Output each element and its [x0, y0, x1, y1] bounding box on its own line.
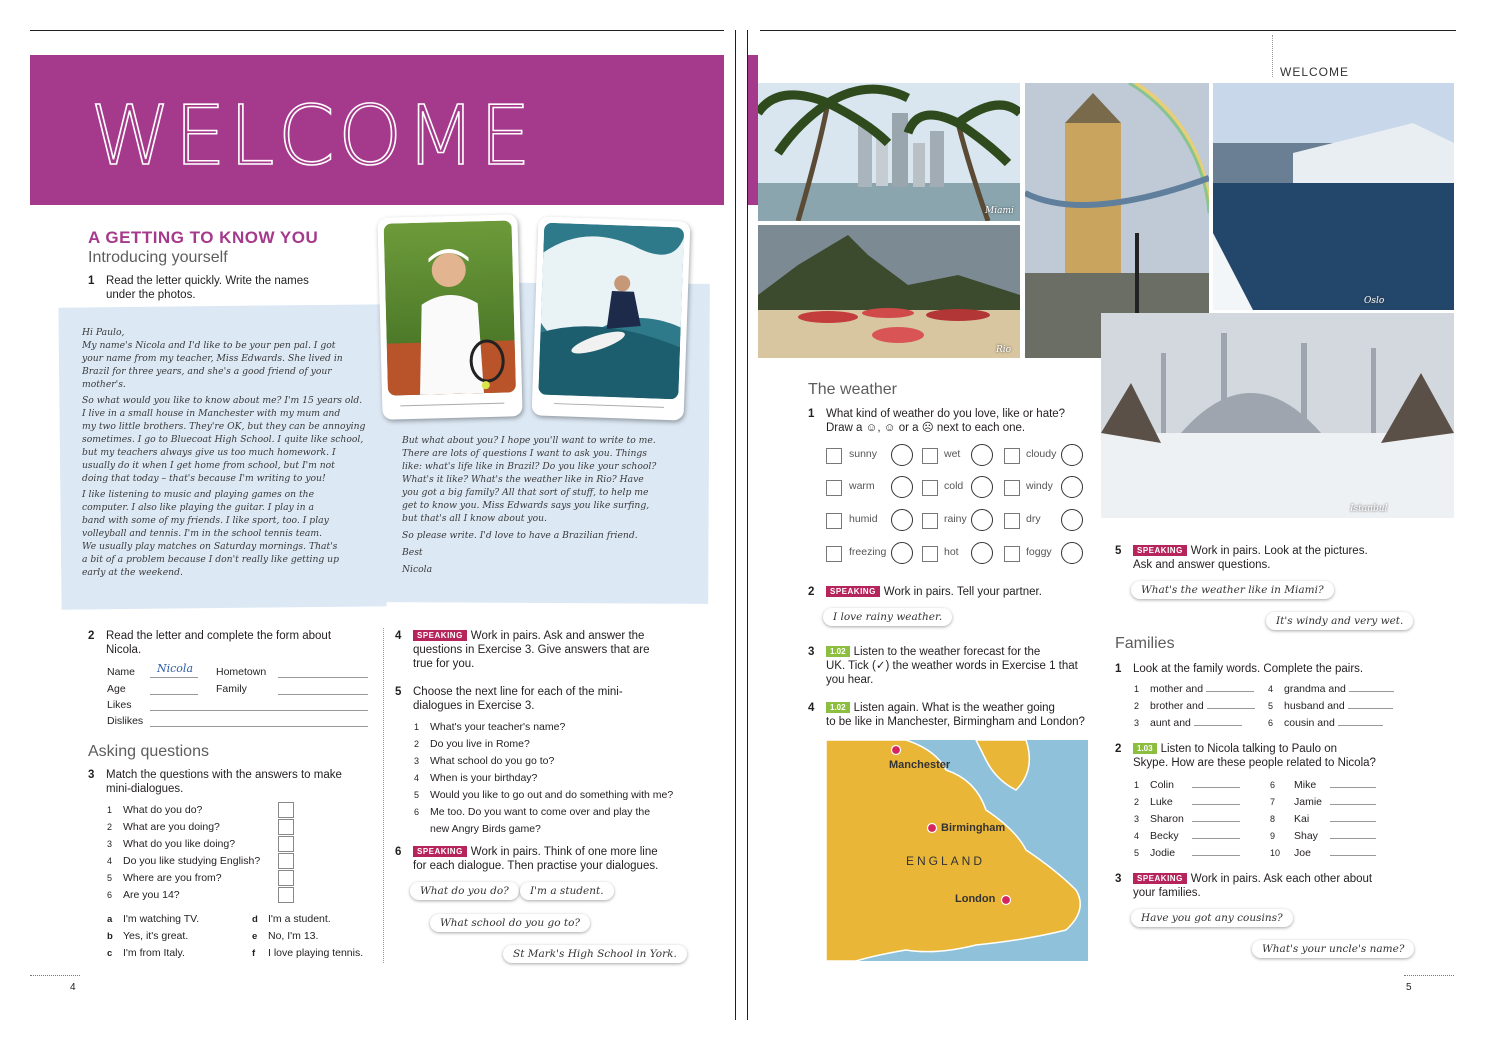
list-item: 2 Do you live in Rome? [414, 738, 530, 750]
list-item-cont: new Angry Birds game? [430, 823, 541, 835]
list-item: b Yes, it's great. [107, 930, 189, 942]
families-exercise-3: 3 SPEAKING Work in pairs. Ask each other about your families. [1115, 873, 1373, 899]
list-item: a I'm watching TV. [107, 913, 200, 925]
list-item: 2 Luke [1134, 794, 1264, 811]
caption-miami: Miami [985, 206, 1014, 216]
rio-photo [758, 225, 1020, 358]
speaking-tag: SPEAKING [826, 586, 880, 597]
ex3-questions [107, 802, 277, 904]
answer-box-2[interactable] [278, 819, 294, 835]
checkbox-wet[interactable] [922, 448, 938, 464]
surfer-photo [538, 223, 684, 400]
list-item: 1 Colin [1134, 777, 1264, 794]
answer-box-4[interactable] [278, 853, 294, 869]
face-circle-humid[interactable] [891, 509, 913, 531]
weather-word: dry [1026, 513, 1041, 525]
face-circle-windy[interactable] [1061, 476, 1083, 498]
spine-left [735, 30, 736, 1020]
list-item: 1 mother and [1134, 681, 1264, 698]
speech-bubble: Have you got any cousins? [1131, 909, 1293, 927]
ex5-items [414, 719, 694, 838]
speaking-tag: SPEAKING [1133, 545, 1187, 556]
exercise-4: 4 SPEAKING Work in pairs. Ask and answer the questions in Exercise 3. Give answers that are true for you. [395, 630, 650, 670]
face-circle-foggy[interactable] [1061, 542, 1083, 564]
list-item: 6 Me too. Do you want to come over and play the [414, 806, 651, 818]
list-item: d I'm a student. [252, 913, 331, 925]
speech-bubble: What do you do? [410, 882, 519, 900]
map-label-london: London [955, 893, 996, 905]
map-label-manchester: Manchester [889, 759, 951, 771]
checkbox-hot[interactable] [922, 546, 938, 562]
family-pairs-right [1268, 681, 1408, 732]
letter-text-right: But what about you? I hope you'll want to write to me. There are lots of questions I want to ask you. Things like: what's life like in Brazil? Do you like your school? What's it like? What's the weather like in Rio? Have you got a big family? All that sort of stuff, to help me get to know you. Miss Edwards says you like surfing, but that's all I know about you. So please write. I'd love to have a Brazilian friend. Best Nicola [402, 435, 657, 575]
relations-left [1134, 777, 1264, 862]
families-exercise-1: 1 Look at the family words. Complete the pairs. [1115, 663, 1364, 675]
list-item: 1 What's your teacher's name? [414, 721, 566, 733]
weather-word: cloudy [1026, 448, 1057, 460]
checkbox-cloudy[interactable] [1004, 448, 1020, 464]
form-dislikes-label: Dislikes [107, 715, 144, 727]
form-hometown-label: Hometown [216, 666, 267, 678]
list-item: 5 Where are you from? [107, 872, 222, 884]
list-item: 8 Kai [1270, 811, 1400, 828]
list-item: 2 What are you doing? [107, 821, 220, 833]
caption-istanbul: Istanbul [1350, 504, 1388, 514]
form-name-label: Name [107, 666, 136, 678]
relations-right [1270, 777, 1400, 862]
list-item: 3 Sharon [1134, 811, 1264, 828]
speech-bubble: What's your uncle's name? [1252, 940, 1414, 958]
face-circle-cold[interactable] [971, 476, 993, 498]
list-item: c I'm from Italy. [107, 947, 185, 959]
oslo-photo [1213, 83, 1454, 310]
face-circle-wet[interactable] [971, 444, 993, 466]
caption-rio: Rio [996, 345, 1012, 355]
istanbul-photo [1101, 313, 1454, 518]
top-rule-left [30, 30, 724, 31]
list-item: 6 Mike [1270, 777, 1400, 794]
form-family-label: Family [216, 683, 247, 695]
exercise-3: 3 Match the questions with the answers to make mini-dialogues. [88, 769, 342, 795]
weather-word: foggy [1026, 546, 1052, 558]
list-item: 6 cousin and [1268, 715, 1408, 732]
face-circle-dry[interactable] [1061, 509, 1083, 531]
list-item: 10 Joe [1270, 845, 1400, 862]
list-item: 3 What do you like doing? [107, 838, 236, 850]
audio-icon[interactable]: 1.02 [826, 646, 850, 657]
face-circle-rainy[interactable] [971, 509, 993, 531]
audio-icon[interactable]: 1.02 [826, 702, 850, 713]
face-circle-hot[interactable] [971, 542, 993, 564]
photo-card-tennis [377, 214, 522, 420]
speech-bubble: It's windy and very wet. [1266, 612, 1413, 630]
list-item: 5 Would you like to go out and do something with me? [414, 789, 674, 801]
checkbox-rainy[interactable] [922, 513, 938, 529]
list-item: e No, I'm 13. [252, 930, 319, 942]
ex3-answers-right [252, 911, 382, 962]
form-age-field[interactable] [150, 694, 198, 695]
list-item: 6 Are you 14? [107, 889, 180, 901]
weather-word: warm [849, 480, 875, 492]
list-item: 3 aunt and [1134, 715, 1264, 732]
list-item: f I love playing tennis. [252, 947, 364, 959]
answer-box-5[interactable] [278, 870, 294, 886]
weather-word: freezing [849, 546, 887, 558]
list-item: 4 Becky [1134, 828, 1264, 845]
speech-bubble: St Mark's High School in York. [503, 945, 687, 963]
england-map [826, 740, 1088, 961]
name-line-2[interactable] [554, 403, 664, 408]
list-item: 4 When is your birthday? [414, 772, 538, 784]
checkbox-warm[interactable] [826, 480, 842, 496]
weather-word: rainy [944, 513, 967, 525]
welcome-tab [748, 55, 758, 205]
checkbox-sunny[interactable] [826, 448, 842, 464]
list-item: 3 What school do you go to? [414, 755, 555, 767]
checkbox-humid[interactable] [826, 513, 842, 529]
list-item: 4 grandma and [1268, 681, 1408, 698]
families-title: Families [1115, 635, 1175, 652]
answer-box-3[interactable] [278, 836, 294, 852]
weather-exercise-2: 2 SPEAKING Work in pairs. Tell your partner. [808, 586, 1042, 598]
asking-questions-title: Asking questions [88, 743, 209, 760]
checkbox-windy[interactable] [1004, 480, 1020, 496]
form-family-field[interactable] [278, 694, 368, 695]
photo-card-surfer [532, 216, 691, 420]
page-number-right: 5 [1406, 982, 1412, 993]
form-hometown-field[interactable] [278, 677, 368, 678]
face-circle-freezing[interactable] [891, 542, 913, 564]
face-circle-cloudy[interactable] [1061, 444, 1083, 466]
weather-word: windy [1026, 480, 1053, 492]
families-exercise-2: 2 1.03 Listen to Nicola talking to Paulo on Skype. How are these people related to Nicola? [1115, 743, 1376, 769]
form-likes-label: Likes [107, 699, 132, 711]
header-divider [1272, 35, 1273, 77]
footer-rule-left [30, 975, 80, 976]
exercise-1: 1 Read the letter quickly. Write the names under the photos. [88, 275, 309, 301]
weather-exercise-3: 3 1.02 Listen to the weather forecast for the UK. Tick (✓) the weather words in Exercise 1 that you hear. [808, 646, 1078, 686]
weather-exercise-1: 1 What kind of weather do you love, like or hate? Draw a ☺, ☺ or a ☹ next to each one. [808, 408, 1066, 434]
speech-bubble: What's the weather like in Miami? [1131, 581, 1334, 599]
tennis-player-photo [384, 220, 516, 395]
form-name-field[interactable] [150, 677, 198, 678]
list-item: 4 Do you like studying English? [107, 855, 261, 867]
weather-word: wet [944, 448, 961, 460]
answer-box-6[interactable] [278, 887, 294, 903]
page-header: WELCOME [1280, 65, 1350, 79]
map-label-birmingham: Birmingham [941, 822, 1006, 834]
exercise-6: 6 SPEAKING Work in pairs. Think of one more line for each dialogue. Then practise your dialogues. [395, 846, 659, 872]
column-divider [383, 628, 384, 963]
speaking-tag: SPEAKING [413, 630, 467, 641]
audio-icon[interactable]: 1.03 [1133, 743, 1157, 754]
map-label-england: ENGLAND [906, 854, 986, 868]
form-age-label: Age [107, 683, 126, 695]
exercise-2: 2 Read the letter and complete the form about Nicola. [88, 630, 332, 656]
speaking-tag: SPEAKING [1133, 873, 1187, 884]
list-item: 7 Jamie [1270, 794, 1400, 811]
list-item: 5 husband and [1268, 698, 1408, 715]
top-rule-right [760, 30, 1456, 31]
weather-word: sunny [849, 448, 878, 460]
form-name-value: Nicola [157, 662, 194, 675]
list-item: 5 Jodie [1134, 845, 1264, 862]
checkbox-cold[interactable] [922, 480, 938, 496]
exercise-5: 5 Choose the next line for each of the mini- dialogues in Exercise 3. [395, 686, 623, 712]
speech-bubble: I'm a student. [520, 882, 614, 900]
list-item: 9 Shay [1270, 828, 1400, 845]
family-pairs-left [1134, 681, 1264, 732]
subsection-title: Introducing yourself [88, 249, 228, 266]
list-item: 1 What do you do? [107, 804, 203, 816]
checkbox-freezing[interactable] [826, 546, 842, 562]
ex3-answers-left [107, 911, 247, 962]
face-circle-sunny[interactable] [891, 444, 913, 466]
page-number-left: 4 [70, 982, 76, 993]
weather-exercise-4: 4 1.02 Listen again. What is the weather going to be like in Manchester, Birmingham and London? [808, 702, 1085, 728]
weather-word: humid [849, 513, 878, 525]
miami-photo [758, 83, 1020, 221]
speaking-tag: SPEAKING [413, 846, 467, 857]
weather-word: cold [944, 480, 964, 492]
form-likes-field[interactable] [150, 710, 368, 711]
caption-oslo: Oslo [1364, 296, 1385, 306]
section-title: A GETTING TO KNOW YOU [88, 228, 319, 247]
speech-bubble: What school do you go to? [430, 914, 590, 932]
speech-bubble: I love rainy weather. [823, 608, 952, 626]
face-circle-warm[interactable] [891, 476, 913, 498]
weather-exercise-5: 5 SPEAKING Work in pairs. Look at the pictures. Ask and answer questions. [1115, 545, 1368, 571]
letter-text-left: Hi Paulo, My name's Nicola and I'd like to be your pen pal. I got your name from my teacher, Miss Edwards. She lived in Brazil for three years, and she's a good friend of your mother's. So what would you like to know about me? I'm 15 years old. I live in a small house in Manchester with my mum and my two little brothers. They're OK, but they can be annoying sometimes. I go to Bluecoat High School. I quite like school, but my teachers always give us too much homework. I usually do it when I get home from school, but I'm not doing that today – that's because I'm writing to you! I like listening to music and playing games on the computer. I also like playing the guitar. I play in a band with some of my friends. I like sport, too. I play volleyball and tennis. I'm in the school tennis team. We usually play matches on Saturday mornings. That's a bit of a problem because I don't really like getting up early at the weekend. [82, 327, 366, 578]
banner-title: WELCOME [90, 89, 534, 184]
name-line-1[interactable] [400, 403, 504, 407]
footer-rule-right [1404, 975, 1454, 976]
list-item: 2 brother and [1134, 698, 1264, 715]
checkbox-foggy[interactable] [1004, 546, 1020, 562]
form-dislikes-field[interactable] [150, 726, 368, 727]
weather-title: The weather [808, 381, 897, 398]
answer-box-1[interactable] [278, 802, 294, 818]
checkbox-dry[interactable] [1004, 513, 1020, 529]
weather-word: hot [944, 546, 959, 558]
